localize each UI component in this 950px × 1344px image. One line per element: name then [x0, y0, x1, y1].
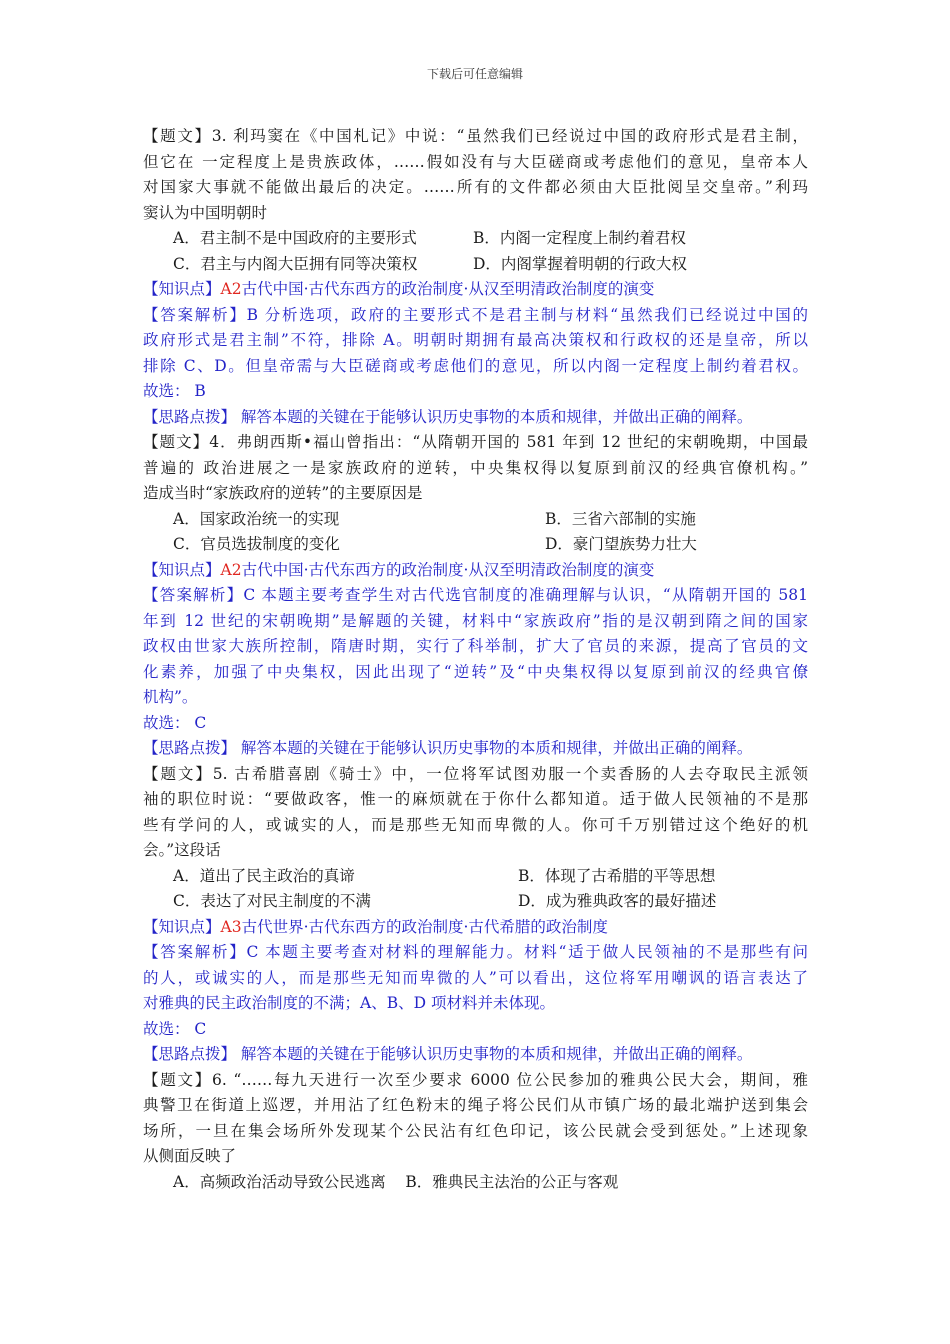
- question-text-line: 袖的职位时说：“要做政客，惟一的麻烦就在于你什么都知道。适于做人民领袖的不是那: [143, 790, 808, 808]
- answer-choice: 故选： C: [143, 713, 207, 732]
- answer-choice: 故选： C: [143, 1019, 207, 1038]
- answer-analysis-line: 的人，或诚实的人，而是那些无知而卑微的人”可以看出，这位将军用嘲讽的语言表达了: [143, 968, 808, 987]
- option-d: D．成为雅典政客的最好描述: [518, 892, 717, 910]
- option-a-b: A．高频政治活动导致公民逃离 B．雅典民主法治的公正与客观: [173, 1172, 619, 1191]
- answer-analysis-line: 政府形式是君主制”不符，排除 A。明朝时期拥有最高决策权和行政权的还是皇帝，所以: [143, 331, 808, 349]
- option-d: D．豪门望族势力壮大: [545, 535, 697, 553]
- answer-analysis-line: 政权由世家大族所控制，隋唐时期，实行了科举制，扩大了官员的来源，提高了官员的文: [143, 637, 808, 655]
- question-text-line: 窦认为中国明朝时: [143, 203, 268, 222]
- option-a: A．国家政治统一的实现: [173, 509, 340, 528]
- question-4: [143, 430, 808, 762]
- knowledge-point-label: 【知识点】: [143, 917, 221, 936]
- option-a: A．君主制不是中国政府的主要形式: [173, 229, 417, 247]
- question-text-line: 【题文】5. 古希腊喜剧《骑士》中，一位将军试图劝服一个卖香肠的人去夺取民主派领: [143, 764, 808, 783]
- solution-tip: 【思路点拨】 解答本题的关键在于能够认识历史事物的本质和规律，并做出正确的阐释。: [143, 407, 753, 426]
- solution-tip: 【思路点拨】 解答本题的关键在于能够认识历史事物的本质和规律，并做出正确的阐释。: [143, 739, 753, 757]
- answer-analysis-line: 化素养，加强了中央集权，因此出现了“逆转”及“中央集权得以复原到前汉的经典官僚: [143, 662, 808, 681]
- knowledge-point-text: 古代世界·古代东西方的政治制度·古代希腊的政治制度: [241, 917, 608, 936]
- answer-analysis-line: 年到 12 世纪的宋朝晚期”是解题的关键，材料中“家族政府”指的是汉朝到隋之间的国家: [143, 611, 808, 630]
- options-row: [143, 532, 808, 558]
- question-3: [143, 124, 808, 430]
- knowledge-point-text: 古代中国·古代东西方的政治制度·从汉至明清政治制度的演变: [241, 280, 655, 298]
- answer-analysis-line: 【答案解析】C 本题主要考查对材料的理解能力。材料“适于做人民领袖的不是那些有问: [143, 943, 808, 961]
- knowledge-point: [143, 915, 808, 941]
- question-text-line: 造成当时“家族政府的逆转”的主要原因是: [143, 484, 423, 502]
- answer-analysis-line: 【答案解析】C 本题主要考查学生对古代选官制度的准确理解与认识，“从隋朝开国的 581: [143, 586, 808, 604]
- question-5: [143, 762, 808, 1068]
- page-header: 下载后可任意编辑: [426, 67, 523, 81]
- question-text-line: 对国家大事就不能做出最后的决定。……所有的文件都必须由大臣批阅呈交皇帝。”利玛: [143, 178, 808, 196]
- question-6: [143, 1068, 808, 1196]
- knowledge-point-label: 【知识点】: [143, 280, 221, 298]
- options-row: [143, 889, 808, 915]
- question-text-line: 会。”这段话: [143, 841, 221, 859]
- options-row: [143, 226, 808, 252]
- document-body: [143, 124, 808, 1195]
- knowledge-point-label: 【知识点】: [143, 560, 221, 579]
- knowledge-point: [143, 558, 808, 584]
- question-text-line: 【题文】3. 利玛窦在《中国札记》中说：“虽然我们已经说过中国的政府形式是君主制，: [143, 127, 808, 145]
- answer-analysis-line: 机构”。: [143, 688, 198, 706]
- question-text-line: 【题文】6. “……每九天进行一次至少要求 6000 位公民参加的雅典公民大会，期间，雅: [143, 1070, 808, 1089]
- option-b: B．内阁一定程度上制约着君权: [473, 229, 686, 247]
- knowledge-point: [143, 277, 808, 303]
- options-row: [143, 864, 808, 890]
- knowledge-point-code: A2: [220, 280, 242, 298]
- knowledge-point-code: A3: [220, 917, 242, 936]
- options-row: [143, 507, 808, 533]
- question-text-line: 典警卫在街道上巡逻，并用沾了红色粉末的绳子将公民们从市镇广场的最北端护送到集会: [143, 1096, 808, 1114]
- question-text-line: 但它在 一定程度上是贵族政体，……假如没有与大臣磋商或考虑他们的意见，皇帝本人: [143, 152, 808, 171]
- knowledge-point-text: 古代中国·古代东西方的政治制度·从汉至明清政治制度的演变: [241, 560, 655, 579]
- option-d: D．内阁掌握着明朝的行政大权: [473, 254, 687, 273]
- option-b: B．体现了古希腊的平等思想: [518, 866, 716, 885]
- question-text-line: 从侧面反映了: [143, 1147, 237, 1165]
- answer-analysis-line: 排除 C、D。但皇帝需与大臣磋商或考虑他们的意见，所以内阁一定程度上制约着君权。: [143, 356, 808, 375]
- answer-analysis-line: 【答案解析】B 分析选项，政府的主要形式不是君主制与材料“虽然我们已经说过中国的: [143, 305, 808, 324]
- option-a: A．道出了民主政治的真谛: [173, 866, 355, 885]
- options-row: [143, 252, 808, 278]
- option-b: B．三省六部制的实施: [545, 509, 696, 528]
- answer-analysis-line: 对雅典的民主政治制度的不满；A、B、D 项材料并未体现。: [143, 994, 555, 1012]
- question-text-line: 些有学问的人，或诚实的人，而是那些无知而卑微的人。你可千万别错过这个绝好的机: [143, 815, 808, 834]
- options-row: [143, 1170, 808, 1196]
- answer-choice: 故选： B: [143, 382, 206, 400]
- question-text-line: 场所，一旦在集会场所外发现某个公民沾有红色印记，该公民就会受到惩处。”上述现象: [143, 1121, 808, 1140]
- option-c: C．君主与内阁大臣拥有同等决策权: [173, 254, 418, 273]
- question-text-line: 【题文】4．弗朗西斯•福山曾指出：“从隋朝开国的 581 年到 12 世纪的宋朝晚期，中国最: [143, 433, 808, 451]
- option-c: C．官员选拔制度的变化: [173, 535, 340, 553]
- option-c: C．表达了对民主制度的不满: [173, 892, 371, 910]
- knowledge-point-code: A2: [220, 560, 242, 579]
- solution-tip: 【思路点拨】 解答本题的关键在于能够认识历史事物的本质和规律，并做出正确的阐释。: [143, 1045, 753, 1063]
- question-text-line: 普遍的 政治进展之一是家族政府的逆转，中央集权得以复原到前汉的经典官僚机构。”: [143, 458, 808, 477]
